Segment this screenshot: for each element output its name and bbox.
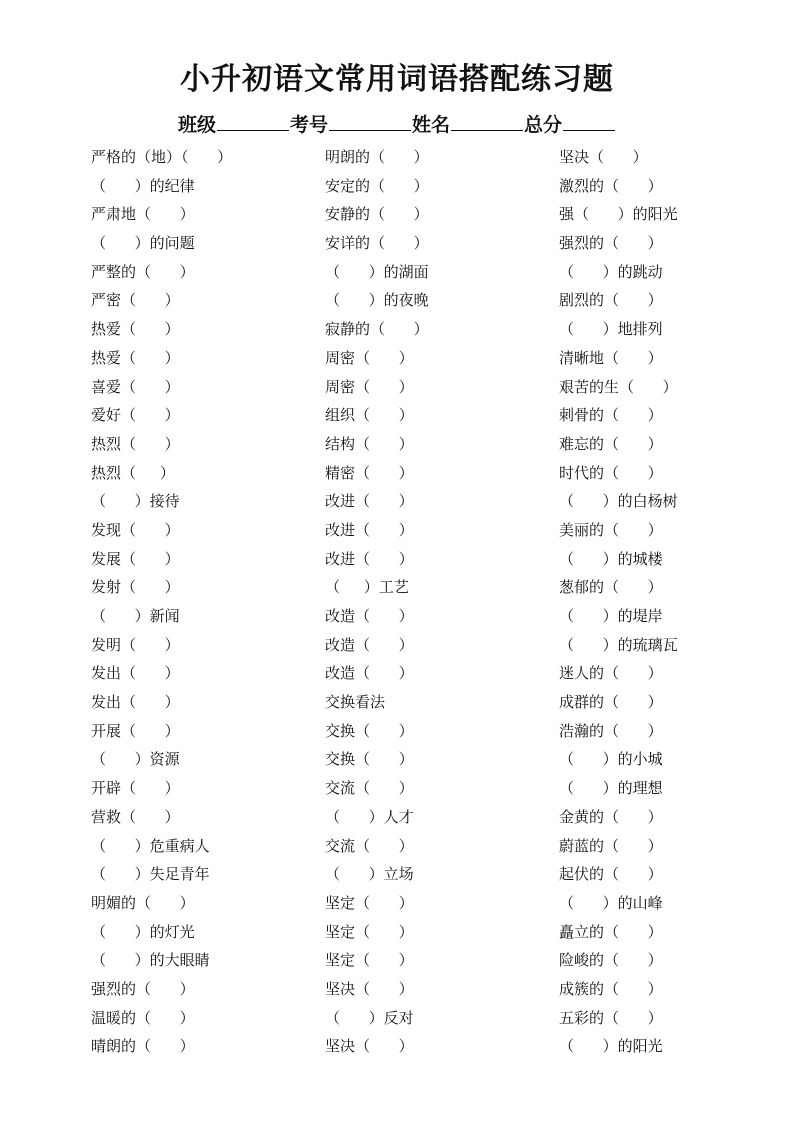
exercise-item: 发明（ ） <box>91 635 180 654</box>
exercise-item: 坚决（ ） <box>559 148 648 166</box>
exercise-item: 改进（ ） <box>325 549 414 568</box>
exercise-item: 金黄的（ ） <box>559 807 663 826</box>
exercise-item: 发射（ ） <box>91 578 180 597</box>
exercise-item: 明朗的（ ） <box>325 148 429 166</box>
exercise-item: 热烈（ ） <box>91 463 175 482</box>
exercise-item: 难忘的（ ） <box>559 434 663 453</box>
exercise-item: 浩瀚的（ ） <box>559 721 663 740</box>
exercise-item: （ ）新闻 <box>91 607 180 625</box>
exercise-item: 开辟（ ） <box>91 779 180 798</box>
exam-no-label: 考号 <box>289 114 328 136</box>
exercise-item: （ ）工艺 <box>325 578 409 597</box>
exercise-item: 严肃地（ ） <box>91 205 195 224</box>
exercise-item: 寂静的（ ） <box>325 320 429 339</box>
exercise-item: 精密（ ） <box>325 463 414 482</box>
exercise-item: 严格的（地）（ ） <box>91 148 233 166</box>
exercise-item: 热烈（ ） <box>91 434 180 453</box>
exercise-item: 清晰地（ ） <box>559 348 663 367</box>
exercise-item: 营救（ ） <box>91 807 180 826</box>
exercise-item: 葱郁的（ ） <box>559 578 663 597</box>
exercise-item: 成群的（ ） <box>559 693 663 712</box>
exercise-item: （ ）的湖面 <box>325 262 429 281</box>
exercise-item: 发出（ ） <box>91 693 180 712</box>
exercise-item: （ ）的城楼 <box>559 549 663 568</box>
exercise-item: 安详的（ ） <box>325 234 429 253</box>
exercise-item: 险峻的（ ） <box>559 951 663 970</box>
exercise-item: 热爱（ ） <box>91 348 180 367</box>
exercise-item: 迷人的（ ） <box>559 664 663 683</box>
exercise-item: （ ）的夜晚 <box>325 291 429 310</box>
exercise-item: 发展（ ） <box>91 549 180 568</box>
name-label: 姓名 <box>412 114 451 136</box>
exercise-item: （ ）资源 <box>91 750 180 769</box>
exercise-item: 发出（ ） <box>91 664 180 683</box>
exercise-item: 周密（ ） <box>325 377 414 396</box>
page-title: 小升初语文常用词语搭配练习题 <box>180 62 614 97</box>
exercise-item: 热爱（ ） <box>91 320 180 339</box>
exercise-item: 改造（ ） <box>325 664 414 683</box>
exercise-item: （ ）的堤岸 <box>559 607 663 625</box>
exercise-item: 组织（ ） <box>325 406 414 425</box>
exercise-item: 发现（ ） <box>91 520 180 539</box>
exercise-item: （ ）的大眼睛 <box>91 951 210 970</box>
exercise-item: 强（ ）的阳光 <box>559 205 678 224</box>
class-blank[interactable] <box>217 110 289 131</box>
exercise-item: 交换看法 <box>325 693 386 712</box>
exercise-item: 明媚的（ ） <box>91 893 195 912</box>
exercise-column-1 <box>91 143 311 1061</box>
exercise-item: （ ）失足青年 <box>91 865 210 884</box>
score-label: 总分 <box>524 114 563 136</box>
exercise-item: 艰苦的生（ ） <box>559 377 678 396</box>
exercise-item: 安定的（ ） <box>325 176 429 195</box>
exercise-item: （ ）的阳光 <box>559 1037 663 1056</box>
exercise-item: 交换（ ） <box>325 750 414 769</box>
exercise-item: （ ）危重病人 <box>91 836 210 855</box>
exercise-item: 时代的（ ） <box>559 463 663 482</box>
exercise-item: 刺骨的（ ） <box>559 406 663 425</box>
exercise-item: 交流（ ） <box>325 779 414 798</box>
exercise-item: 严整的（ ） <box>91 262 195 281</box>
exercise-item: 坚决（ ） <box>325 1037 414 1056</box>
exercise-item: 激烈的（ ） <box>559 176 663 195</box>
exercise-item: 爱好（ ） <box>91 406 180 425</box>
exercise-item: （ ）的灯光 <box>91 922 195 941</box>
exercise-item: （ ）的小城 <box>559 750 663 769</box>
exercise-item: 喜爱（ ） <box>91 377 180 396</box>
exercise-item: 起伏的（ ） <box>559 865 663 884</box>
exercise-item: 蔚蓝的（ ） <box>559 836 663 855</box>
exercise-item: （ ）的跳动 <box>559 262 663 281</box>
exercise-item: 周密（ ） <box>325 348 414 367</box>
exercise-item: （ ）的理想 <box>559 779 663 798</box>
exercise-item: 强烈的（ ） <box>91 979 195 998</box>
exercise-item: 矗立的（ ） <box>559 922 663 941</box>
exam-no-blank[interactable] <box>329 110 411 131</box>
score-blank[interactable] <box>563 110 615 131</box>
exercise-item: 美丽的（ ） <box>559 520 663 539</box>
exercise-item: （ ）的纪律 <box>91 176 195 195</box>
exercise-item: （ ）反对 <box>325 1008 414 1027</box>
exercise-item: 坚定（ ） <box>325 951 414 970</box>
exercise-item: 改进（ ） <box>325 492 414 511</box>
exercise-item: 坚决（ ） <box>325 979 414 998</box>
exercise-item: （ ）的白杨树 <box>559 492 678 511</box>
exercise-item: 改造（ ） <box>325 635 414 654</box>
exercise-item: 开展（ ） <box>91 721 180 740</box>
exercise-item: 改造（ ） <box>325 607 414 625</box>
exercise-item: （ ）接待 <box>91 492 180 511</box>
exercise-item: （ ）立场 <box>325 865 414 884</box>
exercise-item: （ ）的琉璃瓦 <box>559 635 678 654</box>
exercise-item: （ ）的问题 <box>91 234 195 253</box>
exercise-item: 成簇的（ ） <box>559 979 663 998</box>
exercise-item: 五彩的（ ） <box>559 1008 663 1027</box>
name-blank[interactable] <box>451 110 523 131</box>
exercise-item: （ ）人才 <box>325 807 414 826</box>
exercise-item: 结构（ ） <box>325 434 414 453</box>
exercise-item: 改进（ ） <box>325 520 414 539</box>
exercise-item: 温暖的（ ） <box>91 1008 195 1027</box>
exercise-item: 严密（ ） <box>91 291 180 310</box>
exercise-item: 强烈的（ ） <box>559 234 663 253</box>
exercise-item: 坚定（ ） <box>325 893 414 912</box>
exercise-item: （ ）地排列 <box>559 320 663 339</box>
exercise-item: 剧烈的（ ） <box>559 291 663 310</box>
exercise-item: 晴朗的（ ） <box>91 1037 195 1056</box>
exercise-item: 交换（ ） <box>325 721 414 740</box>
exercise-item: 安静的（ ） <box>325 205 429 224</box>
exercise-item: 交流（ ） <box>325 836 414 855</box>
exercise-column-2 <box>325 143 545 1061</box>
student-info-row <box>0 110 794 139</box>
class-label: 班级 <box>177 114 216 136</box>
exercise-item: 坚定（ ） <box>325 922 414 941</box>
exercise-item: （ ）的山峰 <box>559 893 663 912</box>
exercise-column-3 <box>559 143 779 1061</box>
